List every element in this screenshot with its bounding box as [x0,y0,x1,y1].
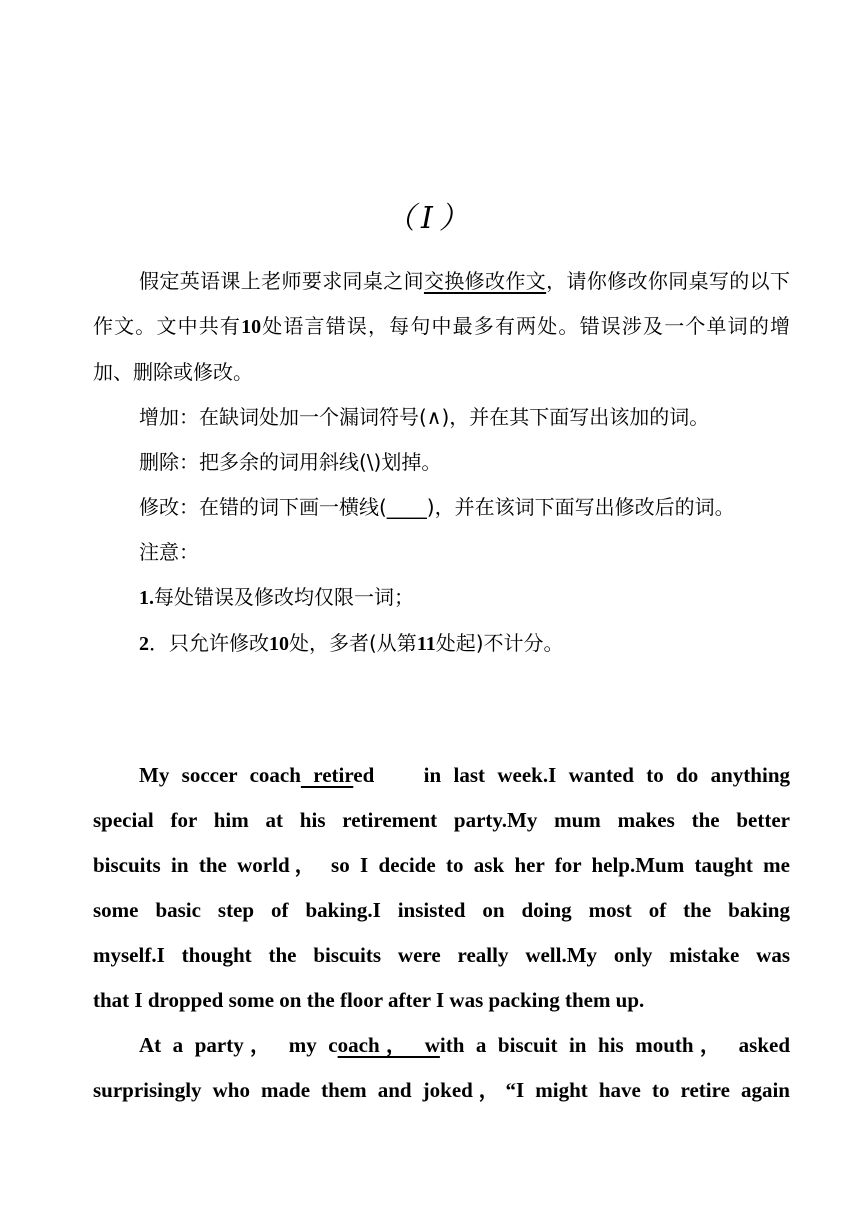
essay-line-8: surprisingly who made them and joked，“I might have to retire again [93,1078,790,1102]
rule-add: 增加：在缺词处加一个漏词符号(∧)，并在其下面写出该加的词。 [139,405,710,429]
essay-line-1-underlined: retir [300,763,354,787]
note-2-start: 11 [416,633,436,655]
intro-text-3: 处语言错误，每句中最多有两处。错误涉及一个单词的增加、删除或修改。 [93,314,790,384]
section-title: （Ⅰ） [385,202,475,235]
intro-error-count: 10 [241,316,262,338]
essay-line-1-b: ed in last week.I wanted to do anything [353,763,790,787]
note-label: 注意： [139,540,199,564]
essay [93,753,790,1113]
essay-line-1-a: My soccer coach [139,763,301,787]
intro-text-2: ，请你修改你同桌写的以下作文。文中共有 [93,269,791,338]
intro-text-1: 假定英语课上老师要求同桌之间 [139,269,424,293]
essay-line-2: special for him at his retirement party.My mum makes the better [93,808,790,832]
essay-line-5: myself.I thought the biscuits were really well.My only mistake was [93,943,790,967]
instructions-intro [93,259,790,395]
note-1-number: 1. [139,587,154,609]
essay-line-7-b: ith a biscuit in his mouth， asked [439,1033,790,1057]
note-2-text-a: ．只允许修改 [149,631,269,655]
instructions [93,259,790,667]
essay-line-6: that I dropped some on the floor after I was packing them up. [93,988,645,1012]
essay-line-1 [93,753,790,798]
essay-line-4: some basic step of baking.I insisted on doing most of the baking [93,898,790,922]
note-1-text: 每处错误及修改均仅限一词； [154,585,414,609]
rule-modify: 修改：在错的词下画一横线(____)，并在该词下面写出修改后的词。 [139,495,735,519]
rule-delete: 删除：把多余的词用斜线(\)划掉。 [139,450,442,474]
essay-line-7 [93,1023,790,1068]
note-1 [93,575,790,621]
intro-underlined-text: 交换修改作文 [423,269,547,293]
note-2-text-b: 处，多者(从第 [289,631,417,655]
note-2-limit: 10 [269,633,289,655]
note-2-number: 2 [139,633,149,655]
note-2 [93,621,790,667]
essay-line-7-a: At a party， my c [139,1033,338,1057]
note-2-text-c: 处起)不计分。 [435,631,564,655]
essay-line-3: biscuits in the world， so I decide to ask her for help.Mum taught me [93,853,790,877]
essay-line-7-underlined: oach， w [337,1033,440,1057]
